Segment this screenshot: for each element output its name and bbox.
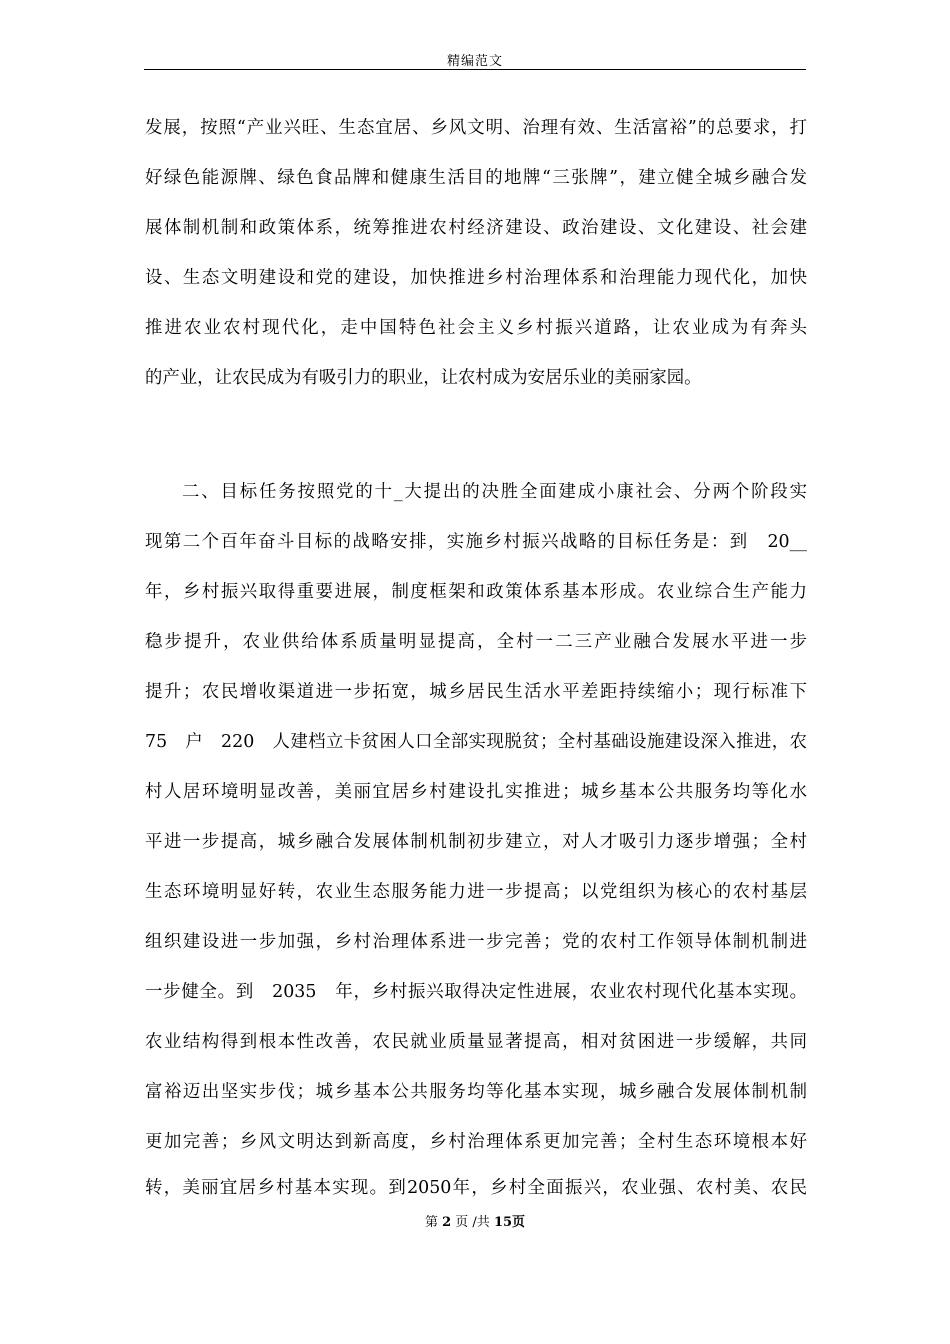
body-line: 设、生态文明建设和党的建设，加快推进乡村治理体系和治理能力现代化，加快: [145, 268, 807, 288]
body-line: 更加完善；乡风文明达到新高度，乡村治理体系更加完善；全村生态环境根本好: [145, 1132, 807, 1152]
body-line: 发展，按照“产业兴旺、生态宜居、乡风文明、治理有效、生活富裕”的总要求，打: [145, 118, 807, 138]
body-line: 现第二个百年奋斗目标的战略安排，实施乡村振兴战略的目标任务是：到 20__: [145, 532, 807, 552]
body-line: 提升；农民增收渠道进一步拓宽，城乡居民生活水平差距持续缩小；现行标准下: [145, 682, 807, 702]
footer-page-number: 2: [442, 1215, 452, 1230]
body-line: 75 户 220 人建档立卡贫困人口全部实现脱贫；全村基础设施建设深入推进，农: [145, 732, 807, 752]
body-line: 农业结构得到根本性改善，农民就业质量显著提高，相对贫困进一步缓解，共同: [145, 1032, 807, 1052]
body-line: 村人居环境明显改善，美丽宜居乡村建设扎实推进；城乡基本公共服务均等化水: [145, 782, 807, 802]
body-line: 富裕迈出坚实步伐；城乡基本公共服务均等化基本实现，城乡融合发展体制机制: [145, 1082, 807, 1102]
footer-prefix: 第: [424, 1215, 438, 1230]
body-line: 生态环境明显好转，农业生态服务能力进一步提高；以党组织为核心的农村基层: [145, 882, 807, 902]
body-line: 转，美丽宜居乡村基本实现。到2050年，乡村全面振兴，农业强、农村美、农民: [145, 1178, 807, 1198]
section-heading-line: 二、目标任务按照党的十_大提出的决胜全面建成小康社会、分两个阶段实: [182, 482, 807, 502]
page-footer: [0, 1215, 950, 1231]
body-line: 的产业，让农民成为有吸引力的职业，让农村成为安居乐业的美丽家园。: [145, 368, 702, 388]
body-line: 稳步提升，农业供给体系质量明显提高，全村一二三产业融合发展水平进一步: [145, 632, 807, 652]
body-line: 推进农业农村现代化，走中国特色社会主义乡村振兴道路，让农业成为有奔头: [145, 318, 807, 338]
footer-middle: 页 /共: [455, 1215, 490, 1230]
header-rule: [144, 69, 806, 70]
body-line: 组织建设进一步加强，乡村治理体系进一步完善；党的农村工作领导体制机制进: [145, 932, 807, 952]
body-line: 平进一步提高，城乡融合发展体制机制初步建立，对人才吸引力逐步增强；全村: [145, 832, 807, 852]
body-line: 一步健全。到 2035 年，乡村振兴取得决定性进展，农业农村现代化基本实现。: [145, 982, 807, 1002]
footer-total-pages: 15页: [493, 1215, 526, 1230]
body-line: 展体制机制和政策体系，统筹推进农村经济建设、政治建设、文化建设、社会建: [145, 218, 807, 238]
body-line: 好绿色能源牌、绿色食品牌和健康生活目的地牌“三张牌”，建立健全城乡融合发: [145, 168, 807, 188]
header-title: 精编范文: [446, 54, 503, 69]
body-line: 年，乡村振兴取得重要进展，制度框架和政策体系基本形成。农业综合生产能力: [145, 582, 807, 602]
